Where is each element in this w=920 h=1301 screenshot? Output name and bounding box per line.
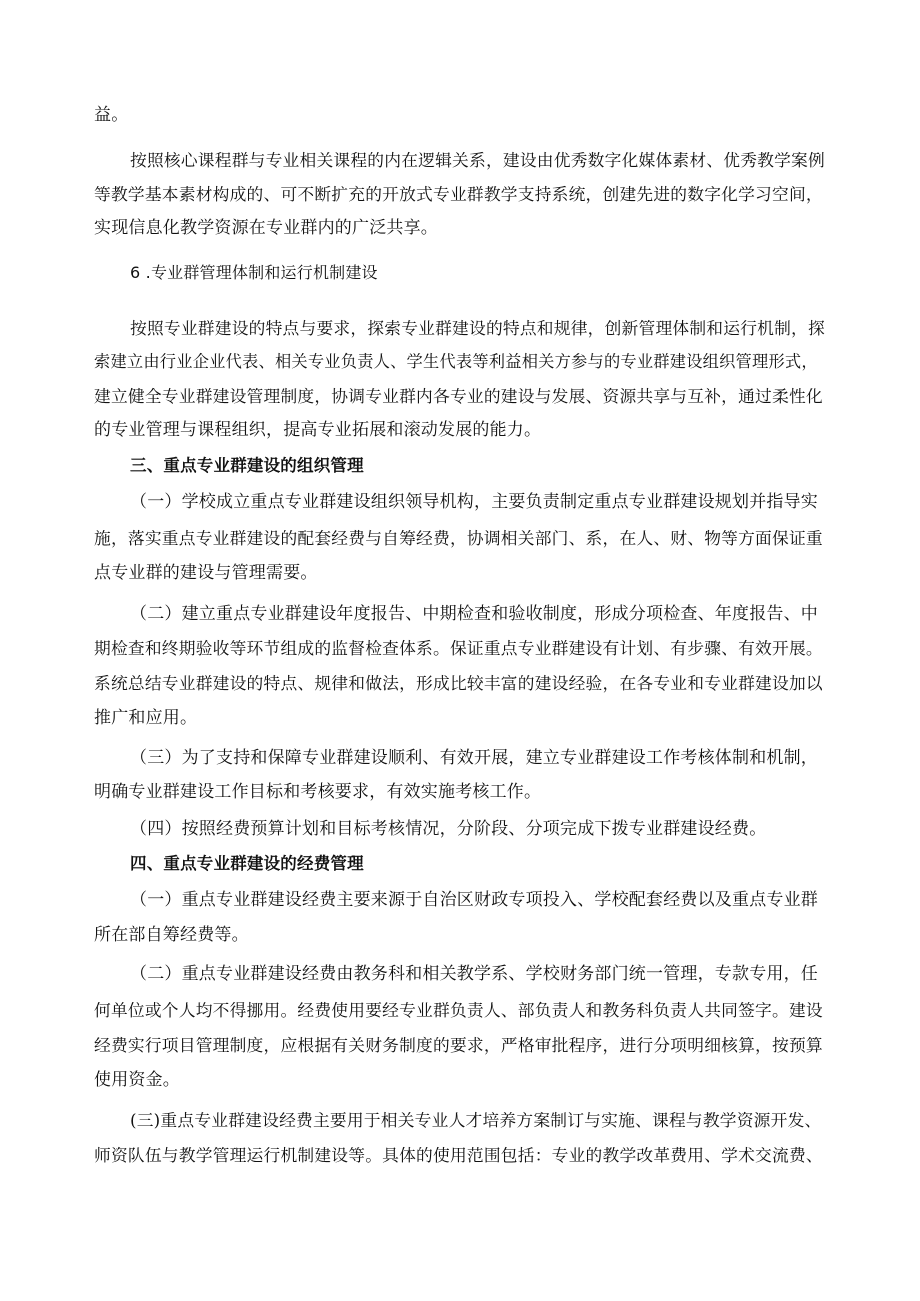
text-line: （一）重点专业群建设经费主要来源于自治区财政专项投入、学校配套经费以及重点专业群 — [130, 890, 818, 910]
text-line: 建立健全专业群建设管理制度，协调专业群内各专业的建设与发展、资源共享与互补，通过柔性化 — [94, 386, 823, 406]
text-line: 按照核心课程群与专业相关课程的内在逻辑关系，建设由优秀数字化媒体素材、优秀教学案例 — [130, 150, 825, 170]
text-line: (三)重点专业群建设经费主要用于相关专业人才培养方案制订与实施、课程与教学资源开发、 — [130, 1110, 822, 1130]
section-heading: 四、重点专业群建设的经费管理 — [130, 854, 364, 873]
text-line: 期检查和终期验收等环节组成的监督检查体系。保证重点专业群建设有计划、有步骤、有效开展。 — [94, 638, 823, 658]
text-line: 所在部自筹经费等。 — [94, 925, 249, 945]
text-line: 按照专业群建设的特点与要求，探索专业群建设的特点和规律，创新管理体制和运行机制，探 — [130, 318, 825, 338]
text-line: 等教学基本素材构成的、可不断扩充的开放式专业群教学支持系统，创建先进的数字化学习空间， — [94, 184, 823, 204]
text-line: 的专业管理与课程组织，提高专业拓展和滚动发展的能力。 — [94, 420, 542, 440]
text-line: 索建立由行业企业代表、相关专业负责人、学生代表等利益相关方参与的专业群建设组织管理形式， — [94, 352, 818, 371]
section-heading: 6 .专业群管理体制和运行机制建设 — [130, 263, 378, 282]
text-line: 推广和应用。 — [94, 708, 198, 728]
text-line: （二）重点专业群建设经费由教务科和相关教学系、学校财务部门统一管理，专款专用，任 — [130, 964, 818, 984]
text-line: 经费实行项目管理制度，应根据有关财务制度的要求，严格审批程序，进行分项明细核算，按预算 — [94, 1035, 823, 1055]
text-line: 明确专业群建设工作目标和考核要求，有效实施考核工作。 — [94, 782, 542, 802]
section-heading: 三、重点专业群建设的组织管理 — [130, 456, 364, 475]
text-line: 施，落实重点专业群建设的配套经费与自筹经费，协调相关部门、系，在人、财、物等方面保证重 — [94, 528, 823, 548]
text-line: 师资队伍与教学管理运行机制建设等。具体的使用范围包括：专业的教学改革费用、学术交流费、 — [94, 1145, 823, 1165]
text-line: 系统总结专业群建设的特点、规律和做法，形成比较丰富的建设经验，在各专业和专业群建设加以 — [94, 673, 823, 693]
text-line: 益。 — [94, 105, 129, 125]
text-line: 实现信息化教学资源在专业群内的广泛共享。 — [94, 218, 438, 238]
text-line: （四）按照经费预算计划和目标考核情况，分阶段、分项完成下拨专业群建设经费。 — [130, 819, 767, 839]
text-line: （一）学校成立重点专业群建设组织领导机构，主要负责制定重点专业群建设规划并指导实 — [130, 492, 818, 512]
text-line: 何单位或个人均不得挪用。经费使用要经专业群负责人、部负责人和教务科负责人共同签字。建设 — [94, 1000, 823, 1020]
text-line: （三）为了支持和保障专业群建设顺利、有效开展，建立专业群建设工作考核体制和机制， — [130, 748, 818, 768]
text-line: 点专业群的建设与管理需要。 — [94, 563, 318, 583]
text-line: 使用资金。 — [94, 1070, 180, 1090]
text-line: （二）建立重点专业群建设年度报告、中期检查和验收制度，形成分项检查、年度报告、中 — [130, 604, 818, 624]
